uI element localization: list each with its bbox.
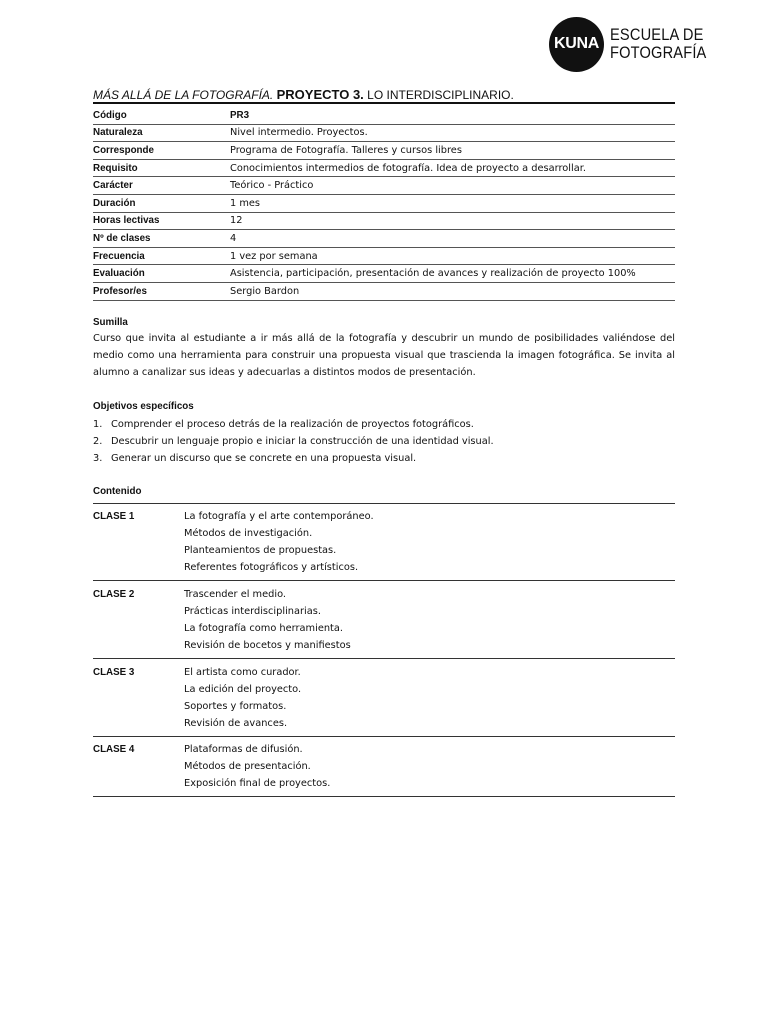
- info-value: Programa de Fotografía. Talleres y cursos libres: [230, 142, 675, 160]
- list-item-text: Descubrir un lenguaje propio e iniciar la construcción de una identidad visual.: [111, 436, 494, 447]
- list-item-text: Comprender el proceso detrás de la realización de proyectos fotográficos.: [111, 419, 474, 430]
- clase-label: CLASE 3: [93, 667, 135, 678]
- info-label: Profesor/es: [93, 282, 230, 300]
- title-part-1: MÁS ALLÁ DE LA FOTOGRAFÍA.: [93, 88, 274, 102]
- info-row-evaluacion: [93, 265, 675, 283]
- clase-topics: [184, 738, 330, 796]
- clase-block-3: [93, 661, 675, 737]
- list-item: [93, 433, 675, 450]
- clase-topic: Soportes y formatos.: [184, 701, 287, 712]
- list-item-number: 2.: [93, 436, 103, 447]
- clase-topic: Métodos de investigación.: [184, 528, 313, 539]
- objetivos-heading: Objetivos específicos: [93, 401, 194, 412]
- list-item: [93, 416, 675, 433]
- document-title: [93, 87, 675, 102]
- list-item-number: 1.: [93, 419, 103, 430]
- school-logo: [549, 17, 722, 71]
- info-value: 1 mes: [230, 194, 675, 212]
- info-label: Naturaleza: [93, 124, 230, 142]
- info-value: Nivel intermedio. Proyectos.: [230, 124, 675, 142]
- clase-topic: Planteamientos de propuestas.: [184, 545, 337, 556]
- info-row-num-clases: [93, 230, 675, 248]
- clase-topics: [184, 583, 351, 658]
- list-item-number: 3.: [93, 453, 103, 464]
- clase-topic: Revisión de avances.: [184, 718, 288, 729]
- clase-topic: Trascender el medio.: [184, 589, 287, 600]
- info-label: Código: [93, 107, 230, 124]
- clase-topics: [184, 661, 301, 736]
- sumilla-heading: Sumilla: [93, 317, 128, 328]
- info-label: Corresponde: [93, 142, 230, 160]
- clase-label: CLASE 4: [93, 744, 135, 755]
- clase-block-1: [93, 505, 675, 581]
- list-item-text: Generar un discurso que se concrete en una propuesta visual.: [111, 453, 417, 464]
- info-value: Sergio Bardon: [230, 282, 675, 300]
- info-row-profesor: [93, 282, 675, 300]
- logo-line-2: FOTOGRAFÍA: [610, 43, 707, 62]
- title-divider: [93, 102, 675, 104]
- clase-block-4: [93, 738, 675, 797]
- clase-topic: Exposición final de proyectos.: [184, 778, 331, 789]
- content-divider: [93, 503, 675, 504]
- clase-topic: Revisión de bocetos y manifiestos: [184, 640, 351, 651]
- info-label: Horas lectivas: [93, 212, 230, 230]
- info-value: Asistencia, participación, presentación de avances y realización de proyecto 100%: [230, 265, 675, 283]
- clase-topic: La fotografía como herramienta.: [184, 623, 344, 634]
- clase-label: CLASE 2: [93, 589, 135, 600]
- clase-topic: Métodos de presentación.: [184, 761, 311, 772]
- sumilla-text: Curso que invita al estudiante a ir más allá de la fotografía y descubrir un mundo de posibilidades valiéndose del medio como una herramienta para construir una propuesta visual que trascienda la imagen fotográfica. Se invita al alumno a canalizar sus ideas y adecuarlas a distintos modos de presentación.: [93, 333, 675, 378]
- clase-topic: La fotografía y el arte contemporáneo.: [184, 511, 374, 522]
- clase-topic: El artista como curador.: [184, 667, 301, 678]
- info-row-corresponde: [93, 142, 675, 160]
- contenido-heading: Contenido: [93, 486, 142, 497]
- objetivos-list: [93, 416, 675, 467]
- info-label: Evaluación: [93, 265, 230, 283]
- info-row-requisito: [93, 159, 675, 177]
- info-row-naturaleza: [93, 124, 675, 142]
- clase-topic: Prácticas interdisciplinarias.: [184, 606, 321, 617]
- clase-topic: Referentes fotográficos y artísticos.: [184, 562, 359, 573]
- clase-block-2: [93, 583, 675, 659]
- clase-topic: Plataformas de difusión.: [184, 744, 303, 755]
- info-value: 4: [230, 230, 675, 248]
- clase-topics: [184, 505, 374, 580]
- course-info-table: [93, 107, 675, 301]
- info-row-horas-lectivas: [93, 212, 675, 230]
- title-part-2: PROYECTO 3.: [276, 87, 364, 102]
- list-item: [93, 450, 675, 467]
- info-value: Conocimientos intermedios de fotografía. Idea de proyecto a desarrollar.: [230, 159, 675, 177]
- logo-line-1: ESCUELA DE: [610, 25, 704, 44]
- info-value: PR3: [230, 107, 675, 124]
- info-row-frecuencia: [93, 247, 675, 265]
- info-value: Teórico - Práctico: [230, 177, 675, 195]
- title-part-3: LO INTERDISCIPLINARIO.: [367, 88, 514, 102]
- logo-wordmark: [610, 26, 706, 62]
- info-label: Carácter: [93, 177, 230, 195]
- info-label: Frecuencia: [93, 247, 230, 265]
- clase-topic: La edición del proyecto.: [184, 684, 302, 695]
- logo-mark-text: KUNA: [553, 35, 600, 52]
- info-value: 1 vez por semana: [230, 247, 675, 265]
- info-label: Requisito: [93, 159, 230, 177]
- info-label: Duración: [93, 194, 230, 212]
- logo-mark: [549, 17, 604, 72]
- info-label: Nº de clases: [93, 230, 230, 248]
- info-value: 12: [230, 212, 675, 230]
- clase-label: CLASE 1: [93, 511, 135, 522]
- info-row-duracion: [93, 194, 675, 212]
- info-row-codigo: [93, 107, 675, 124]
- info-row-caracter: [93, 177, 675, 195]
